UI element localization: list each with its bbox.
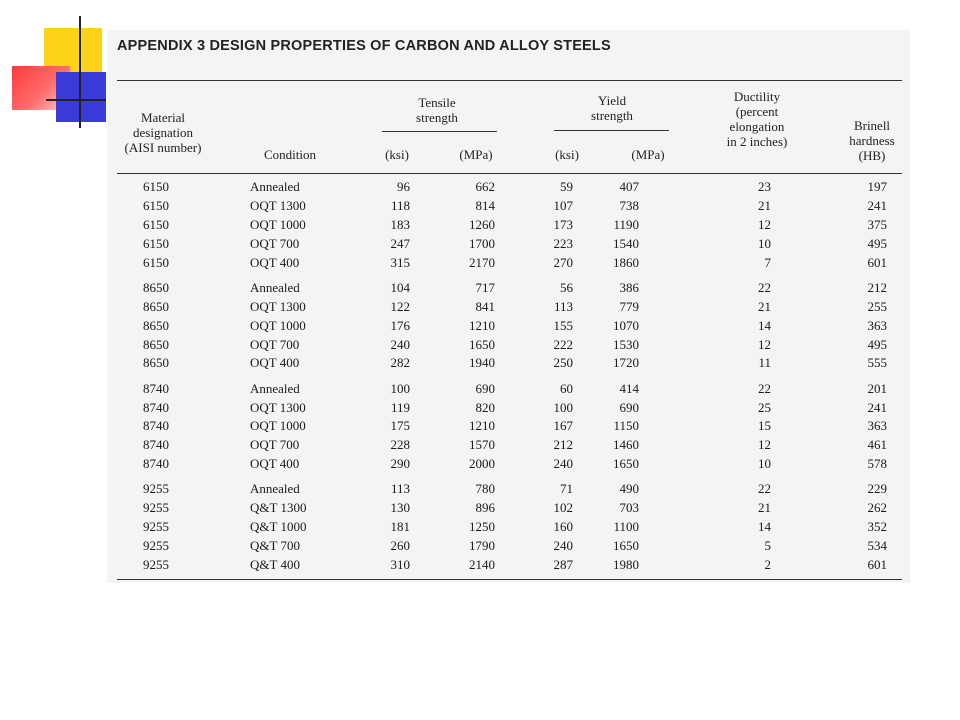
cell-tensile-ksi: 130 (390, 500, 410, 516)
cell-tensile-mpa: 841 (475, 298, 495, 314)
header-ductility (709, 89, 805, 149)
cell-condition: OQT 700 (250, 437, 300, 453)
cell-ductility: 14 (758, 317, 771, 333)
cell-material: 9255 (143, 538, 169, 554)
table-row (107, 416, 910, 435)
cell-tensile-ksi: 119 (390, 399, 410, 415)
cell-condition: OQT 700 (250, 235, 300, 251)
cell-hardness: 363 (867, 418, 887, 434)
cell-tensile-mpa: 1260 (469, 216, 495, 232)
cell-hardness: 534 (867, 538, 887, 554)
cell-ductility: 25 (758, 399, 771, 415)
table-row (107, 398, 910, 417)
cell-yield-mpa: 703 (619, 500, 639, 516)
cell-ductility: 12 (758, 437, 771, 453)
decor-horizontal-line (46, 99, 106, 101)
cell-yield-mpa: 1460 (613, 437, 639, 453)
cell-yield-mpa: 738 (619, 197, 639, 213)
cell-yield-ksi: 102 (553, 500, 573, 516)
cell-tensile-ksi: 96 (397, 179, 410, 194)
cell-ductility: 12 (758, 336, 771, 352)
cell-tensile-ksi: 228 (390, 437, 410, 453)
cell-hardness: 241 (867, 399, 887, 415)
cell-ductility: 21 (758, 298, 771, 314)
cell-hardness: 255 (867, 298, 887, 314)
cell-yield-mpa: 386 (619, 279, 639, 295)
cell-yield-ksi: 167 (553, 418, 573, 434)
cell-tensile-mpa: 814 (475, 197, 495, 213)
cell-hardness: 352 (867, 519, 887, 535)
cell-yield-ksi: 287 (553, 557, 573, 572)
cell-material: 8740 (143, 456, 169, 472)
cell-tensile-mpa: 2000 (469, 456, 495, 472)
cell-hardness: 201 (867, 380, 887, 396)
cell-ductility: 12 (758, 216, 771, 232)
cell-tensile-mpa: 1940 (469, 355, 495, 371)
header-condition: Condition (264, 147, 317, 162)
header-material-line2: designation (133, 125, 193, 140)
cell-tensile-mpa: 717 (475, 279, 495, 295)
cell-tensile-ksi: 310 (390, 557, 410, 572)
cell-tensile-ksi: 100 (390, 380, 410, 396)
cell-yield-mpa: 1650 (613, 538, 639, 554)
cell-ductility: 7 (764, 254, 771, 270)
cell-hardness: 578 (867, 456, 887, 472)
cell-yield-mpa: 1540 (613, 235, 639, 251)
cell-yield-ksi: 173 (553, 216, 573, 232)
cell-condition: OQT 1300 (250, 298, 306, 314)
table-row (107, 316, 910, 335)
cell-tensile-ksi: 282 (390, 355, 410, 371)
cell-tensile-ksi: 183 (390, 216, 410, 232)
cell-yield-ksi: 60 (560, 380, 573, 396)
cell-condition: OQT 400 (250, 254, 300, 270)
cell-yield-mpa: 779 (619, 298, 639, 314)
cell-condition: OQT 1300 (250, 197, 306, 213)
decor-vertical-line (79, 16, 81, 128)
cell-yield-mpa: 690 (619, 399, 639, 415)
cell-tensile-mpa: 780 (475, 481, 495, 497)
cell-condition: Annealed (250, 481, 300, 497)
cell-hardness: 601 (867, 254, 887, 270)
header-brinell-line2: hardness (849, 133, 895, 148)
cell-material: 6150 (143, 216, 169, 232)
cell-material: 6150 (143, 197, 169, 213)
cell-tensile-ksi: 113 (390, 481, 410, 497)
table-row (107, 278, 910, 297)
cell-yield-ksi: 107 (553, 197, 573, 213)
cell-hardness: 262 (867, 500, 887, 516)
cell-material: 6150 (143, 235, 169, 251)
cell-hardness: 229 (867, 481, 887, 497)
decor-blue-square (56, 72, 106, 122)
cell-ductility: 10 (758, 456, 771, 472)
cell-ductility: 21 (758, 500, 771, 516)
header-material (117, 110, 209, 155)
cell-tensile-mpa: 1650 (469, 336, 495, 352)
cell-yield-ksi: 240 (553, 456, 573, 472)
cell-material: 8650 (143, 279, 169, 295)
cell-tensile-ksi: 260 (390, 538, 410, 554)
header-tensile-mpa: (MPa) (459, 147, 493, 162)
table-row (107, 379, 910, 398)
cell-tensile-ksi: 315 (390, 254, 410, 270)
cell-condition: Q&T 1000 (250, 519, 307, 535)
cell-material: 9255 (143, 519, 169, 535)
cell-condition: OQT 400 (250, 355, 300, 371)
yield-underline (554, 130, 669, 131)
header-rule (117, 173, 902, 174)
cell-material: 8650 (143, 298, 169, 314)
cell-tensile-mpa: 1700 (469, 235, 495, 251)
cell-yield-ksi: 270 (553, 254, 573, 270)
cell-ductility: 21 (758, 197, 771, 213)
cell-material: 8740 (143, 380, 169, 396)
cell-tensile-ksi: 176 (390, 317, 410, 333)
tensile-underline (382, 131, 497, 132)
header-ductility-line3: elongation (729, 119, 785, 134)
table-row (107, 253, 910, 272)
header-material-line3: (AISI number) (124, 140, 202, 155)
cell-hardness: 461 (867, 437, 887, 453)
cell-ductility: 22 (758, 279, 771, 295)
cell-condition: Annealed (250, 380, 300, 396)
header-tensile (397, 95, 477, 125)
table-row (107, 454, 910, 473)
header-ductility-line1: Ductility (733, 89, 781, 104)
table-row (107, 479, 910, 498)
header-brinell (837, 118, 907, 163)
cell-ductility: 5 (764, 538, 771, 554)
cell-yield-mpa: 1650 (613, 456, 639, 472)
table-title: APPENDIX 3 DESIGN PROPERTIES OF CARBON AND ALLOY STEELS (117, 38, 611, 54)
cell-material: 8650 (143, 355, 169, 371)
cell-tensile-mpa: 662 (475, 179, 495, 194)
cell-yield-mpa: 1720 (613, 355, 639, 371)
header-ductility-line2: (percent (735, 104, 779, 119)
cell-yield-mpa: 1530 (613, 336, 639, 352)
cell-yield-mpa: 1150 (613, 418, 639, 434)
table-row (107, 177, 910, 196)
cell-hardness: 555 (867, 355, 887, 371)
cell-yield-ksi: 222 (553, 336, 573, 352)
cell-ductility: 22 (758, 481, 771, 497)
table-row (107, 517, 910, 536)
header-brinell-line1: Brinell (853, 118, 891, 133)
header-brinell-line3: (HB) (858, 148, 886, 163)
cell-condition: OQT 400 (250, 456, 300, 472)
cell-material: 8740 (143, 418, 169, 434)
cell-tensile-mpa: 896 (475, 500, 495, 516)
table-row (107, 335, 910, 354)
table-row (107, 353, 910, 372)
table-row (107, 435, 910, 454)
cell-material: 8650 (143, 317, 169, 333)
cell-material: 6150 (143, 254, 169, 270)
cell-yield-ksi: 155 (553, 317, 573, 333)
header-yield-ksi: (ksi) (555, 147, 579, 162)
header-yield-line2: strength (591, 108, 633, 123)
table-row (107, 234, 910, 253)
cell-tensile-ksi: 118 (390, 197, 410, 213)
cell-tensile-mpa: 1250 (469, 519, 495, 535)
cell-yield-ksi: 56 (560, 279, 573, 295)
cell-yield-ksi: 59 (560, 179, 573, 194)
cell-hardness: 197 (867, 179, 887, 194)
cell-yield-ksi: 160 (553, 519, 573, 535)
cell-tensile-mpa: 1210 (469, 418, 495, 434)
table-row (107, 297, 910, 316)
cell-hardness: 241 (867, 197, 887, 213)
header-yield (572, 93, 652, 123)
top-rule (117, 80, 902, 81)
cell-yield-ksi: 212 (553, 437, 573, 453)
table-row (107, 536, 910, 555)
header-tensile-line2: strength (416, 110, 458, 125)
cell-tensile-mpa: 1210 (469, 317, 495, 333)
cell-ductility: 23 (758, 179, 771, 194)
cell-material: 8740 (143, 437, 169, 453)
cell-yield-mpa: 407 (619, 179, 639, 194)
scanned-table-page (107, 30, 910, 583)
cell-tensile-mpa: 1790 (469, 538, 495, 554)
cell-material: 6150 (143, 179, 169, 194)
cell-yield-ksi: 240 (553, 538, 573, 554)
cell-tensile-ksi: 175 (390, 418, 410, 434)
table-row (107, 215, 910, 234)
cell-condition: OQT 1000 (250, 418, 306, 434)
cell-tensile-ksi: 240 (390, 336, 410, 352)
cell-ductility: 15 (758, 418, 771, 434)
header-yield-line1: Yield (597, 93, 627, 108)
cell-condition: OQT 1000 (250, 317, 306, 333)
cell-ductility: 10 (758, 235, 771, 251)
cell-yield-mpa: 1100 (613, 519, 639, 535)
cell-condition: OQT 1300 (250, 399, 306, 415)
cell-ductility: 11 (758, 355, 771, 371)
cell-ductility: 2 (764, 557, 771, 572)
cell-ductility: 22 (758, 380, 771, 396)
cell-yield-mpa: 1860 (613, 254, 639, 270)
cell-tensile-mpa: 2140 (469, 557, 495, 572)
cell-condition: OQT 1000 (250, 216, 306, 232)
cell-tensile-mpa: 2170 (469, 254, 495, 270)
cell-condition: Q&T 700 (250, 538, 300, 554)
cell-hardness: 495 (867, 235, 887, 251)
cell-yield-mpa: 490 (619, 481, 639, 497)
cell-condition: Annealed (250, 279, 300, 295)
cell-tensile-mpa: 820 (475, 399, 495, 415)
cell-tensile-ksi: 290 (390, 456, 410, 472)
cell-tensile-mpa: 1570 (469, 437, 495, 453)
cell-yield-ksi: 71 (560, 481, 573, 497)
cell-yield-mpa: 1980 (613, 557, 639, 572)
header-tensile-ksi: (ksi) (385, 147, 409, 162)
cell-material: 8740 (143, 399, 169, 415)
table-row (107, 196, 910, 215)
bottom-rule (117, 579, 902, 580)
cell-tensile-ksi: 104 (390, 279, 410, 295)
cell-material: 9255 (143, 500, 169, 516)
cell-hardness: 212 (867, 279, 887, 295)
cell-yield-mpa: 414 (619, 380, 639, 396)
table-row (107, 555, 910, 574)
cell-hardness: 495 (867, 336, 887, 352)
cell-yield-mpa: 1070 (613, 317, 639, 333)
cell-yield-ksi: 223 (553, 235, 573, 251)
cell-yield-ksi: 100 (553, 399, 573, 415)
table-row (107, 498, 910, 517)
cell-tensile-ksi: 247 (390, 235, 410, 251)
header-yield-mpa: (MPa) (631, 147, 665, 162)
cell-material: 8650 (143, 336, 169, 352)
cell-tensile-ksi: 181 (390, 519, 410, 535)
cell-hardness: 601 (867, 557, 887, 572)
cell-yield-ksi: 113 (553, 298, 573, 314)
cell-ductility: 14 (758, 519, 771, 535)
cell-tensile-ksi: 122 (390, 298, 410, 314)
cell-material: 9255 (143, 557, 169, 572)
cell-yield-ksi: 250 (553, 355, 573, 371)
cell-condition: Q&T 400 (250, 557, 300, 572)
cell-condition: Q&T 1300 (250, 500, 307, 516)
cell-yield-mpa: 1190 (613, 216, 639, 232)
header-material-line1: Material (140, 110, 186, 125)
cell-condition: Annealed (250, 179, 300, 194)
cell-tensile-mpa: 690 (475, 380, 495, 396)
header-tensile-line1: Tensile (418, 95, 456, 110)
cell-material: 9255 (143, 481, 169, 497)
header-ductility-line4: in 2 inches) (726, 134, 788, 149)
cell-hardness: 375 (867, 216, 887, 232)
cell-hardness: 363 (867, 317, 887, 333)
cell-condition: OQT 700 (250, 336, 300, 352)
